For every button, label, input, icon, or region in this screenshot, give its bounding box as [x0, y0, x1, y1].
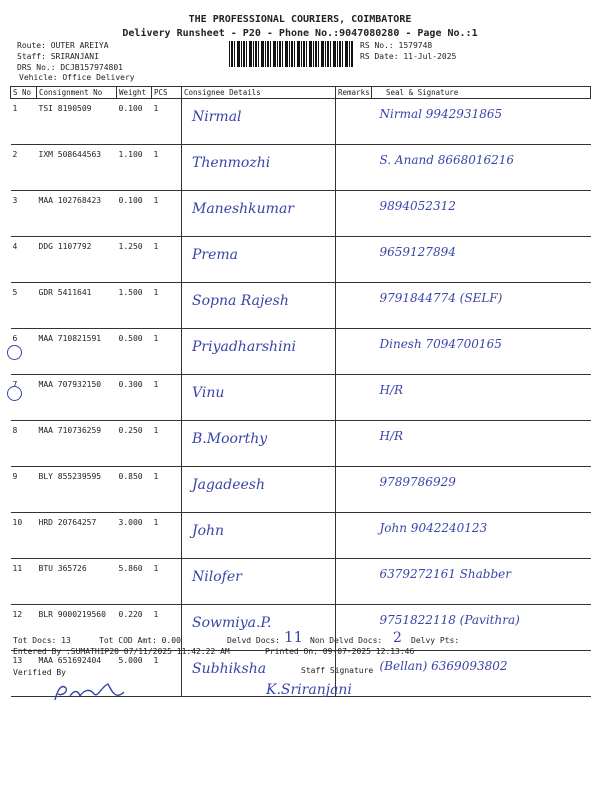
sno-circle-mark [7, 345, 22, 360]
pcs-cell: 1 [152, 421, 182, 467]
consignee-handwriting: Subhiksha [192, 661, 267, 677]
weight-cell: 0.850 [117, 467, 152, 513]
remarks-cell [336, 467, 372, 513]
delivered-docs-hw: 11 [284, 628, 304, 646]
remarks-cell [336, 145, 372, 191]
sno-cell: 10 [11, 513, 37, 559]
signature-handwriting: S. Anand 8668016216 [379, 153, 515, 167]
delivery-points-label: Delvy Pts: [411, 636, 460, 645]
staff-signature-label: Staff Signature [301, 666, 374, 675]
consignment-no-cell: MAA 102768423 [37, 191, 117, 237]
table-row [11, 513, 591, 559]
seal-signature-cell [372, 283, 591, 329]
pcs-cell: 1 [152, 467, 182, 513]
pcs-cell: 1 [152, 237, 182, 283]
col-header: Weight [117, 87, 152, 99]
runsheet-title: Delivery Runsheet - P20 - Phone No.:9047080280 - Page No.:1 [122, 28, 478, 39]
signature-handwriting: 9791844774 (SELF) [379, 291, 503, 305]
pcs-cell: 1 [152, 99, 182, 145]
seal-signature-cell [372, 237, 591, 283]
table-header-row [11, 87, 591, 99]
signature-handwriting: 9789786929 [379, 475, 456, 489]
weight-cell: 1.100 [117, 145, 152, 191]
signature-handwriting: Nirmal 9942931865 [379, 107, 503, 121]
pcs-cell: 1 [152, 651, 182, 697]
weight-cell: 0.250 [117, 421, 152, 467]
sno-cell: 8 [11, 421, 37, 467]
sno-circle-mark [7, 386, 22, 401]
consignee-handwriting: Nirmal [192, 109, 242, 125]
consignee-cell [182, 191, 336, 237]
consignee-handwriting: Priyadharshini [192, 339, 297, 355]
weight-cell: 3.000 [117, 513, 152, 559]
consignee-cell [182, 559, 336, 605]
signature-handwriting: Dinesh 7094700165 [379, 337, 502, 351]
consignee-cell [182, 513, 336, 559]
sno-cell: 1 [11, 99, 37, 145]
table-row [11, 559, 591, 605]
weight-cell: 0.500 [117, 329, 152, 375]
consignee-cell [182, 145, 336, 191]
consignment-no-cell: GDR 5411641 [37, 283, 117, 329]
remarks-cell [336, 421, 372, 467]
consignee-cell [182, 283, 336, 329]
table-row [11, 421, 591, 467]
signature-handwriting: H/R [379, 383, 404, 397]
col-header: Seal & Signature [372, 87, 591, 99]
verifier-signature [50, 678, 135, 708]
verified-by-label: Verified By [13, 668, 66, 677]
consignee-cell [182, 329, 336, 375]
pcs-cell: 1 [152, 513, 182, 559]
seal-signature-cell [372, 421, 591, 467]
barcode [229, 41, 354, 67]
consignment-no-cell: BLR 9000219560 [37, 605, 117, 651]
consignee-cell [182, 421, 336, 467]
consignee-handwriting: John [192, 523, 225, 539]
col-header: Consignee Details [182, 87, 336, 99]
rs-number: RS No.: 1579748 [360, 41, 433, 50]
weight-cell: 0.220 [117, 605, 152, 651]
remarks-cell [336, 513, 372, 559]
signature-handwriting: John 9042240123 [379, 521, 488, 535]
delivered-docs-label: Delvd Docs: [227, 636, 280, 645]
table-row [11, 145, 591, 191]
non-delivered-docs-label: Non Delvd Docs: [310, 636, 383, 645]
signature-handwriting: 6379272161 Shabber [379, 567, 511, 581]
consignment-no-cell: MAA 707932150 [37, 375, 117, 421]
total-docs: Tot Docs: 13 [13, 636, 71, 645]
weight-cell: 1.250 [117, 237, 152, 283]
remarks-cell [336, 191, 372, 237]
staff-signature-hw: K.Sriranjani [266, 682, 352, 698]
signature-handwriting: 9751822118 (Pavithra) [379, 613, 520, 627]
sno-cell: 7 [11, 375, 37, 421]
pcs-cell: 1 [152, 145, 182, 191]
consignee-handwriting: Jagadeesh [192, 477, 266, 493]
seal-signature-cell [372, 191, 591, 237]
sno-cell: 9 [11, 467, 37, 513]
consignment-no-cell: MAA 651692404 [37, 651, 117, 697]
sno-cell: 4 [11, 237, 37, 283]
consignee-handwriting: Maneshkumar [192, 201, 294, 217]
seal-signature-cell [372, 467, 591, 513]
col-header: PCS [152, 87, 182, 99]
table-row [11, 191, 591, 237]
signature-handwriting: H/R [379, 429, 404, 443]
pcs-cell: 1 [152, 191, 182, 237]
signature-handwriting: 9659127894 [379, 245, 456, 259]
sno-cell: 6 [11, 329, 37, 375]
drs-number: DRS No.: DCJB157974801 [17, 63, 123, 72]
pcs-cell: 1 [152, 283, 182, 329]
seal-signature-cell [372, 329, 591, 375]
consignment-no-cell: TSI 8190509 [37, 99, 117, 145]
seal-signature-cell [372, 375, 591, 421]
consignment-no-cell: IXM 508644563 [37, 145, 117, 191]
weight-cell: 0.100 [117, 99, 152, 145]
consignee-handwriting: Nilofer [192, 569, 242, 585]
col-header: S No [11, 87, 37, 99]
consignee-cell [182, 467, 336, 513]
remarks-cell [336, 375, 372, 421]
sno-cell: 5 [11, 283, 37, 329]
consignment-no-cell: DDG 1107792 [37, 237, 117, 283]
seal-signature-cell [372, 559, 591, 605]
seal-signature-cell [372, 513, 591, 559]
consignee-cell [182, 375, 336, 421]
rs-date: RS Date: 11-Jul-2025 [360, 52, 457, 61]
pcs-cell: 1 [152, 375, 182, 421]
consignee-handwriting: Sowmiya.P. [192, 615, 272, 631]
weight-cell: 0.100 [117, 191, 152, 237]
signature-handwriting: (Bellan) 6369093802 [379, 659, 508, 673]
seal-signature-cell [372, 145, 591, 191]
remarks-cell [336, 559, 372, 605]
entered-by: Entered By :SUMATHIP20 07/11/2025 11:42:22 AM [13, 647, 230, 656]
table-row [11, 237, 591, 283]
consignee-handwriting: Vinu [192, 385, 225, 401]
seal-signature-cell [372, 99, 591, 145]
company-title: THE PROFESSIONAL COURIERS, COIMBATORE [188, 14, 412, 25]
pcs-cell: 1 [152, 605, 182, 651]
consignee-handwriting: Sopna Rajesh [192, 293, 289, 309]
staff: Staff: SRIRANJANI [17, 52, 99, 61]
consignee-cell [182, 237, 336, 283]
route: Route: OUTER AREIYA [17, 41, 109, 50]
remarks-cell [336, 329, 372, 375]
sno-cell: 3 [11, 191, 37, 237]
consignment-no-cell: BLY 855239595 [37, 467, 117, 513]
consignment-no-cell: HRD 20764257 [37, 513, 117, 559]
col-header: Remarks [336, 87, 372, 99]
weight-cell: 5.860 [117, 559, 152, 605]
total-cod: Tot COD Amt: 0.00 [99, 636, 181, 645]
table-row [11, 329, 591, 375]
remarks-cell [336, 237, 372, 283]
remarks-cell [336, 283, 372, 329]
weight-cell: 5.000 [117, 651, 152, 697]
pcs-cell: 1 [152, 559, 182, 605]
col-header: Consignment No [37, 87, 117, 99]
remarks-cell [336, 99, 372, 145]
runsheet-table [10, 86, 591, 697]
pcs-cell: 1 [152, 329, 182, 375]
weight-cell: 1.500 [117, 283, 152, 329]
weight-cell: 0.300 [117, 375, 152, 421]
sno-cell: 11 [11, 559, 37, 605]
printed-on: Printed On: 09-07-2025 12:13:46 [265, 647, 415, 656]
seal-signature-cell [372, 605, 591, 651]
table-row [11, 467, 591, 513]
table-row [11, 99, 591, 145]
seal-signature-cell [372, 651, 591, 697]
sno-cell: 13 [11, 651, 37, 697]
table-row [11, 375, 591, 421]
consignee-cell [182, 99, 336, 145]
consignee-handwriting: Prema [192, 247, 239, 263]
signature-handwriting: 9894052312 [379, 199, 456, 213]
consignment-no-cell: MAA 710821591 [37, 329, 117, 375]
consignment-no-cell: BTU 365726 [37, 559, 117, 605]
sno-cell: 2 [11, 145, 37, 191]
consignment-no-cell: MAA 710736259 [37, 421, 117, 467]
table-row [11, 283, 591, 329]
consignee-handwriting: B.Moorthy [192, 431, 268, 447]
consignee-handwriting: Thenmozhi [192, 155, 271, 171]
non-delivered-docs-hw: 2 [393, 630, 402, 646]
sno-cell: 12 [11, 605, 37, 651]
vehicle: Vehicle: Office Delivery [19, 73, 135, 82]
